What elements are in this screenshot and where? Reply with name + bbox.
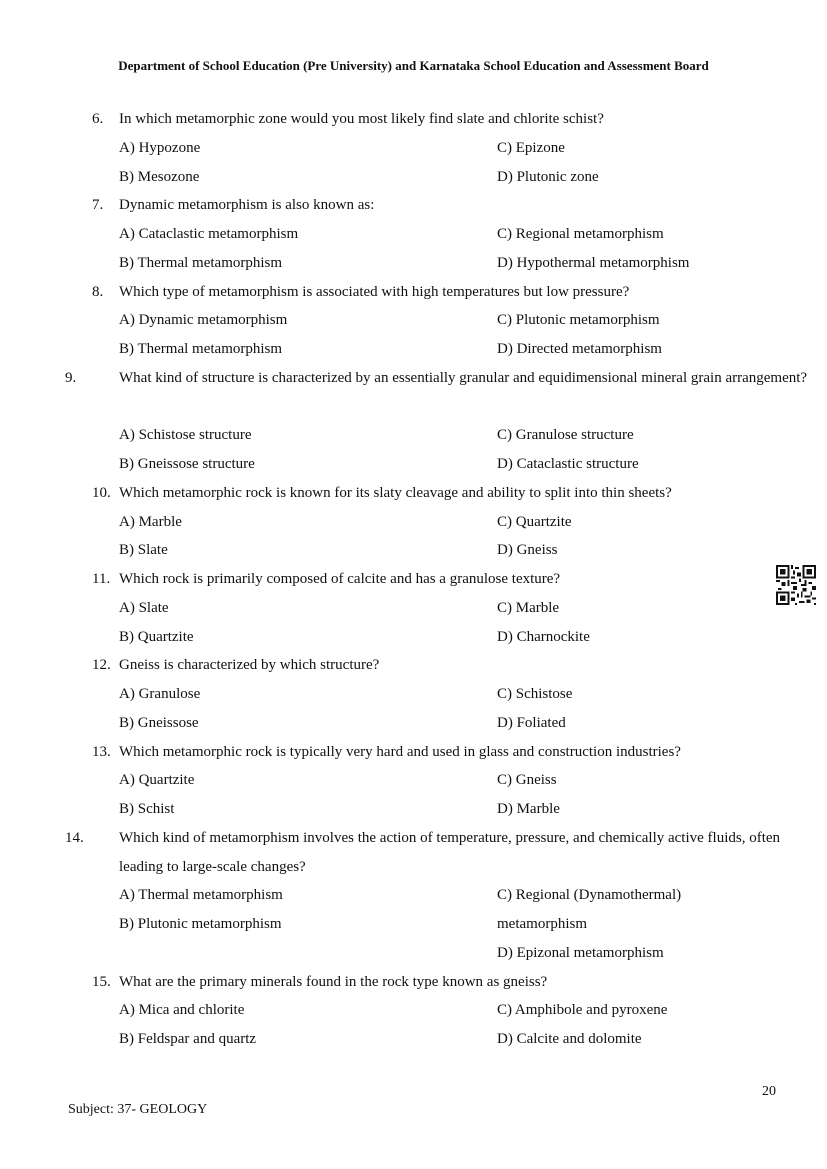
option-c: C) Epizone — [497, 140, 565, 156]
question-number: 15. — [92, 974, 111, 990]
option-b: B) Slate — [119, 542, 168, 558]
question-text: In which metamorphic zone would you most likely find slate and chlorite schist? — [119, 111, 604, 127]
question-number: 12. — [92, 657, 111, 673]
question-number: 9. — [65, 370, 77, 386]
option-c: C) Granulose structure — [497, 427, 634, 443]
question-text: Which kind of metamorphism involves the action of temperature, pressure, and chemically active fluids, often leading to large-scale changes? — [119, 830, 781, 875]
question-7 — [92, 191, 782, 220]
page-header: Department of School Education (Pre University) and Karnataka School Education and Assessment Board — [118, 58, 709, 73]
question-text: Dynamic metamorphism is also known as: — [119, 197, 375, 213]
qr-code-icon — [776, 565, 816, 605]
footer-subject: Subject: 37- GEOLOGY — [68, 1102, 208, 1117]
question-6 — [92, 105, 782, 134]
option-a: A) Dynamic metamorphism — [119, 312, 288, 328]
question-text: What are the primary minerals found in the rock type known as gneiss? — [119, 974, 548, 990]
question-number: 7. — [92, 197, 104, 213]
question-13 — [92, 738, 782, 767]
option-b: B) Thermal metamorphism — [119, 255, 283, 271]
option-a: A) Mica and chlorite — [119, 1002, 245, 1018]
question-11 — [92, 565, 782, 594]
option-b: B) Feldspar and quartz — [119, 1031, 257, 1047]
option-c: C) Schistose — [497, 686, 573, 702]
question-number: 8. — [92, 284, 104, 300]
option-a: A) Slate — [119, 600, 169, 616]
option-c: C) Amphibole and pyroxene — [497, 1002, 668, 1018]
option-d: D) Directed metamorphism — [497, 341, 662, 357]
question-9 — [65, 364, 809, 393]
option-c: C) Gneiss — [497, 772, 557, 788]
option-c: C) Quartzite — [497, 514, 572, 530]
option-c: C) Regional metamorphism — [497, 226, 664, 242]
option-a: A) Marble — [119, 514, 182, 530]
option-c: C) Regional (Dynamothermal) — [497, 887, 682, 903]
question-15 — [92, 968, 782, 997]
option-b: B) Mesozone — [119, 169, 200, 185]
option-b: B) Gneissose — [119, 715, 199, 731]
option-d: D) Charnockite — [497, 629, 590, 645]
question-8 — [92, 278, 782, 307]
question-text: What kind of structure is characterized by an essentially granular and equidimensional mineral grain arrangement? — [119, 370, 808, 386]
option-b: B) Gneissose structure — [119, 456, 255, 472]
option-d: D) Epizonal metamorphism — [497, 945, 664, 961]
option-d: D) Marble — [497, 801, 560, 817]
question-10 — [92, 479, 782, 508]
question-14 — [65, 824, 809, 882]
question-number: 14. — [65, 830, 84, 846]
option-c: C) Marble — [497, 600, 560, 616]
question-number: 10. — [92, 485, 111, 501]
question-number: 6. — [92, 111, 104, 127]
question-number: 13. — [92, 744, 111, 760]
option-a: A) Granulose — [119, 686, 201, 702]
option-d: D) Plutonic zone — [497, 169, 599, 185]
option-a: A) Quartzite — [119, 772, 195, 788]
page-number: 20 — [762, 1084, 776, 1099]
question-12 — [92, 651, 782, 680]
option-d: D) Hypothermal metamorphism — [497, 255, 690, 271]
option-c: C) Plutonic metamorphism — [497, 312, 660, 328]
question-text: Which metamorphic rock is known for its slaty cleavage and ability to split into thin sheets? — [119, 485, 672, 501]
question-text: Which rock is primarily composed of calcite and has a granulose texture? — [119, 571, 561, 587]
option-d: D) Cataclastic structure — [497, 456, 639, 472]
option-b: B) Plutonic metamorphism — [119, 916, 282, 932]
option-b: B) Quartzite — [119, 629, 194, 645]
option-d: D) Foliated — [497, 715, 566, 731]
question-text: Gneiss is characterized by which structure? — [119, 657, 380, 673]
option-b: B) Schist — [119, 801, 175, 817]
option-d: D) Calcite and dolomite — [497, 1031, 642, 1047]
option-a: A) Schistose structure — [119, 427, 252, 443]
option-a: A) Thermal metamorphism — [119, 887, 283, 903]
question-text: Which metamorphic rock is typically very hard and used in glass and construction industries? — [119, 744, 681, 760]
option-a: A) Cataclastic metamorphism — [119, 226, 299, 242]
option-c-continued: metamorphism — [497, 916, 587, 932]
option-b: B) Thermal metamorphism — [119, 341, 283, 357]
question-text: Which type of metamorphism is associated with high temperatures but low pressure? — [119, 284, 630, 300]
option-d: D) Gneiss — [497, 542, 558, 558]
question-number: 11. — [92, 571, 111, 587]
option-a: A) Hypozone — [119, 140, 201, 156]
